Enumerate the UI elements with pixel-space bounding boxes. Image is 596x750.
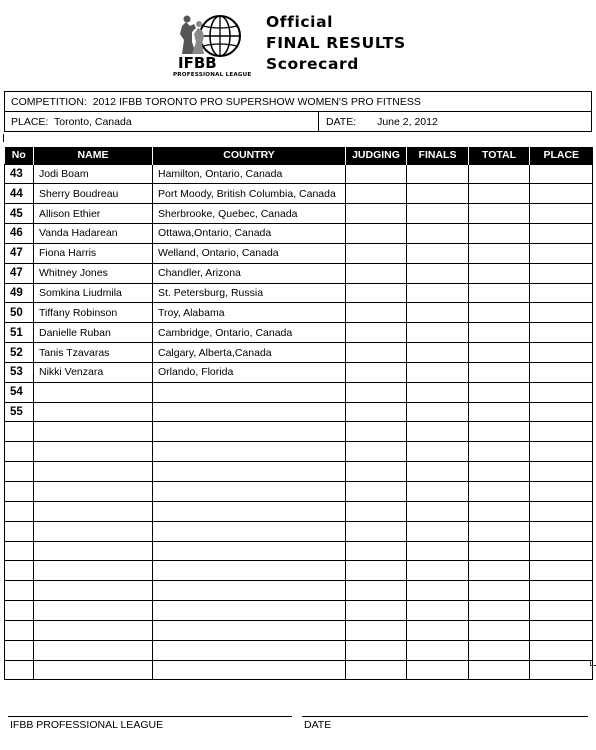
finals-score-cell[interactable] — [407, 640, 469, 660]
title-line-1: Official — [266, 13, 334, 31]
table-row — [5, 224, 593, 244]
competitor-country-cell — [153, 402, 346, 422]
competitor-name-cell: Danielle Ruban — [34, 323, 153, 343]
table-row — [5, 422, 593, 442]
place-cell[interactable] — [530, 323, 593, 343]
finals-score-cell[interactable] — [407, 581, 469, 601]
table-row — [5, 640, 593, 660]
competitor-country-cell: Hamilton, Ontario, Canada — [153, 164, 346, 184]
competitor-name-cell: Somkina Liudmila — [34, 283, 153, 303]
table-row — [5, 620, 593, 640]
competitor-number-cell: 45 — [5, 204, 34, 224]
column-header-name: NAME — [34, 147, 153, 164]
judging-score-cell[interactable] — [346, 343, 407, 363]
competitor-name-cell — [34, 561, 153, 581]
competitor-name-cell — [34, 442, 153, 462]
competitor-name-cell — [34, 482, 153, 502]
finals-score-cell[interactable] — [407, 402, 469, 422]
total-score-cell[interactable] — [469, 462, 530, 482]
place-cell[interactable] — [530, 243, 593, 263]
judging-score-cell[interactable] — [346, 482, 407, 502]
judging-score-cell[interactable] — [346, 541, 407, 561]
judging-score-cell[interactable] — [346, 422, 407, 442]
table-row — [5, 362, 593, 382]
table-row — [5, 303, 593, 323]
total-score-cell[interactable] — [469, 561, 530, 581]
total-score-cell[interactable] — [469, 283, 530, 303]
competitor-name-cell — [34, 581, 153, 601]
competition-info-box — [4, 91, 592, 132]
ifbb-logo — [170, 14, 258, 80]
league-signature-line — [8, 716, 292, 717]
competitor-country-cell: Troy, Alabama — [153, 303, 346, 323]
finals-score-cell[interactable] — [407, 442, 469, 462]
place-cell[interactable] — [530, 362, 593, 382]
finals-score-cell[interactable] — [407, 601, 469, 621]
judging-score-cell[interactable] — [346, 184, 407, 204]
competitor-number-cell: 47 — [5, 243, 34, 263]
judging-score-cell[interactable] — [346, 263, 407, 283]
place-cell[interactable] — [530, 640, 593, 660]
table-row — [5, 382, 593, 402]
total-score-cell[interactable] — [469, 323, 530, 343]
place-cell — [5, 112, 319, 131]
competitor-country-cell: Cambridge, Ontario, Canada — [153, 323, 346, 343]
total-score-cell[interactable] — [469, 343, 530, 363]
competitor-name-cell — [34, 501, 153, 521]
finals-score-cell[interactable] — [407, 422, 469, 442]
competitor-country-cell — [153, 541, 346, 561]
place-cell[interactable] — [530, 164, 593, 184]
page-title — [266, 12, 406, 75]
scorecard-header — [168, 10, 438, 80]
judging-score-cell[interactable] — [346, 382, 407, 402]
finals-score-cell[interactable] — [407, 204, 469, 224]
place-date-row — [5, 112, 591, 131]
finals-score-cell[interactable] — [407, 660, 469, 680]
competitor-country-cell: Chandler, Arizona — [153, 263, 346, 283]
judging-score-cell[interactable] — [346, 521, 407, 541]
competitor-name-cell — [34, 620, 153, 640]
table-row — [5, 442, 593, 462]
column-header-total: TOTAL — [469, 147, 530, 164]
total-score-cell[interactable] — [469, 382, 530, 402]
place-cell[interactable] — [530, 482, 593, 502]
competitor-number-cell: 50 — [5, 303, 34, 323]
table-row — [5, 581, 593, 601]
competitor-number-cell: 51 — [5, 323, 34, 343]
judging-score-cell[interactable] — [346, 462, 407, 482]
competitor-number-cell — [5, 581, 34, 601]
competitor-number-cell — [5, 501, 34, 521]
finals-score-cell[interactable] — [407, 541, 469, 561]
finals-score-cell[interactable] — [407, 620, 469, 640]
competitor-name-cell: Whitney Jones — [34, 263, 153, 283]
date-cell — [319, 112, 591, 131]
judging-score-cell[interactable] — [346, 620, 407, 640]
judging-score-cell[interactable] — [346, 204, 407, 224]
total-score-cell[interactable] — [469, 501, 530, 521]
total-score-cell[interactable] — [469, 521, 530, 541]
judging-score-cell[interactable] — [346, 601, 407, 621]
competitor-country-cell: Port Moody, British Columbia, Canada — [153, 184, 346, 204]
total-score-cell[interactable] — [469, 601, 530, 621]
column-header-judging: JUDGING — [346, 147, 407, 164]
competitor-country-cell: St. Petersburg, Russia — [153, 283, 346, 303]
table-row — [5, 184, 593, 204]
competitor-name-cell: Tanis Tzavaras — [34, 343, 153, 363]
competitor-country-cell — [153, 660, 346, 680]
competition-label: COMPETITION: — [11, 96, 87, 108]
competitor-number-cell — [5, 482, 34, 502]
judging-score-cell[interactable] — [346, 501, 407, 521]
table-row — [5, 402, 593, 422]
date-signature-label: DATE — [304, 719, 332, 731]
place-label: PLACE: — [11, 116, 49, 128]
competitor-country-cell — [153, 561, 346, 581]
place-cell[interactable] — [530, 303, 593, 323]
place-cell[interactable] — [530, 561, 593, 581]
place-cell[interactable] — [530, 521, 593, 541]
place-cell[interactable] — [530, 581, 593, 601]
finals-score-cell[interactable] — [407, 283, 469, 303]
finals-score-cell[interactable] — [407, 501, 469, 521]
place-value: Toronto, Canada — [54, 116, 132, 128]
competitor-number-cell: 52 — [5, 343, 34, 363]
place-cell[interactable] — [530, 224, 593, 244]
table-row — [5, 561, 593, 581]
competitor-number-cell — [5, 660, 34, 680]
finals-score-cell[interactable] — [407, 164, 469, 184]
competitor-number-cell: 43 — [5, 164, 34, 184]
competitor-name-cell — [34, 640, 153, 660]
judging-score-cell[interactable] — [346, 362, 407, 382]
table-row — [5, 541, 593, 561]
total-score-cell[interactable] — [469, 263, 530, 283]
competitor-country-cell — [153, 482, 346, 502]
competitor-number-cell — [5, 541, 34, 561]
place-cell[interactable] — [530, 501, 593, 521]
judging-score-cell[interactable] — [346, 303, 407, 323]
logo-wordmark: IFBB — [178, 54, 217, 72]
competitor-country-cell — [153, 422, 346, 442]
place-cell[interactable] — [530, 422, 593, 442]
table-row — [5, 660, 593, 680]
competitor-country-cell: Orlando, Florida — [153, 362, 346, 382]
table-row — [5, 243, 593, 263]
results-table — [4, 147, 593, 680]
total-score-cell[interactable] — [469, 224, 530, 244]
place-cell[interactable] — [530, 204, 593, 224]
competitor-number-cell — [5, 620, 34, 640]
finals-score-cell[interactable] — [407, 303, 469, 323]
place-cell[interactable] — [530, 283, 593, 303]
league-signature-label: IFBB PROFESSIONAL LEAGUE — [10, 719, 164, 731]
competitor-name-cell — [34, 660, 153, 680]
judging-score-cell[interactable] — [346, 164, 407, 184]
competitor-number-cell: 55 — [5, 402, 34, 422]
finals-score-cell[interactable] — [407, 263, 469, 283]
date-value: June 2, 2012 — [377, 116, 438, 128]
column-header-no: No — [5, 147, 34, 164]
place-cell[interactable] — [530, 263, 593, 283]
competition-row — [5, 92, 591, 112]
total-score-cell[interactable] — [469, 164, 530, 184]
competitor-number-cell: 49 — [5, 283, 34, 303]
total-score-cell[interactable] — [469, 243, 530, 263]
table-row — [5, 343, 593, 363]
competitor-name-cell: Jodi Boam — [34, 164, 153, 184]
competitor-name-cell: Tiffany Robinson — [34, 303, 153, 323]
competitor-country-cell — [153, 581, 346, 601]
competitor-country-cell — [153, 601, 346, 621]
finals-score-cell[interactable] — [407, 323, 469, 343]
judging-score-cell[interactable] — [346, 323, 407, 343]
table-row — [5, 283, 593, 303]
total-score-cell[interactable] — [469, 402, 530, 422]
total-score-cell[interactable] — [469, 422, 530, 442]
table-row — [5, 601, 593, 621]
judging-score-cell[interactable] — [346, 283, 407, 303]
competitor-number-cell — [5, 462, 34, 482]
table-row — [5, 462, 593, 482]
competitor-name-cell: Sherry Boudreau — [34, 184, 153, 204]
total-score-cell[interactable] — [469, 442, 530, 462]
competitor-country-cell: Sherbrooke, Quebec, Canada — [153, 204, 346, 224]
column-header-country: COUNTRY — [153, 147, 346, 164]
place-cell[interactable] — [530, 382, 593, 402]
competitor-number-cell — [5, 422, 34, 442]
margin-mark — [3, 134, 4, 142]
total-score-cell[interactable] — [469, 660, 530, 680]
competitor-country-cell — [153, 521, 346, 541]
judging-score-cell[interactable] — [346, 561, 407, 581]
place-cell[interactable] — [530, 462, 593, 482]
competitor-number-cell: 53 — [5, 362, 34, 382]
competitor-name-cell — [34, 402, 153, 422]
competitor-name-cell — [34, 541, 153, 561]
competitor-number-cell — [5, 521, 34, 541]
competitor-country-cell: Welland, Ontario, Canada — [153, 243, 346, 263]
competitor-number-cell: 47 — [5, 263, 34, 283]
competitor-number-cell — [5, 442, 34, 462]
competitor-number-cell: 44 — [5, 184, 34, 204]
competitor-name-cell: Fiona Harris — [34, 243, 153, 263]
title-line-3: Scorecard — [266, 55, 359, 73]
finals-score-cell[interactable] — [407, 382, 469, 402]
table-row — [5, 204, 593, 224]
table-row — [5, 482, 593, 502]
total-score-cell[interactable] — [469, 362, 530, 382]
place-cell[interactable] — [530, 184, 593, 204]
place-cell[interactable] — [530, 601, 593, 621]
place-cell[interactable] — [530, 620, 593, 640]
judging-score-cell[interactable] — [346, 640, 407, 660]
date-label: DATE: — [326, 116, 357, 128]
table-row — [5, 323, 593, 343]
logo-subtext: PROFESSIONAL LEAGUE — [173, 72, 252, 78]
competitor-number-cell — [5, 640, 34, 660]
competitor-name-cell: Nikki Venzara — [34, 362, 153, 382]
competitor-country-cell — [153, 462, 346, 482]
competitor-number-cell: 46 — [5, 224, 34, 244]
total-score-cell[interactable] — [469, 204, 530, 224]
finals-score-cell[interactable] — [407, 362, 469, 382]
title-line-2: FINAL RESULTS — [266, 34, 406, 52]
judging-score-cell[interactable] — [346, 660, 407, 680]
competitor-country-cell — [153, 620, 346, 640]
column-header-finals: FINALS — [407, 147, 469, 164]
judging-score-cell[interactable] — [346, 224, 407, 244]
total-score-cell[interactable] — [469, 482, 530, 502]
competitor-country-cell — [153, 640, 346, 660]
judging-score-cell[interactable] — [346, 243, 407, 263]
competitor-country-cell — [153, 442, 346, 462]
competitor-name-cell: Allison Ethier — [34, 204, 153, 224]
place-cell[interactable] — [530, 541, 593, 561]
finals-score-cell[interactable] — [407, 561, 469, 581]
competitor-country-cell: Calgary, Alberta,Canada — [153, 343, 346, 363]
competition-value: 2012 IFBB TORONTO PRO SUPERSHOW WOMEN'S PRO FITNESS — [92, 96, 421, 108]
table-row — [5, 501, 593, 521]
competitor-name-cell — [34, 422, 153, 442]
finals-score-cell[interactable] — [407, 343, 469, 363]
total-score-cell[interactable] — [469, 303, 530, 323]
table-row — [5, 521, 593, 541]
competitor-number-cell — [5, 601, 34, 621]
total-score-cell[interactable] — [469, 581, 530, 601]
total-score-cell[interactable] — [469, 184, 530, 204]
table-row — [5, 263, 593, 283]
finals-score-cell[interactable] — [407, 521, 469, 541]
place-cell[interactable] — [530, 343, 593, 363]
competitor-name-cell: Vanda Hadarean — [34, 224, 153, 244]
finals-score-cell[interactable] — [407, 184, 469, 204]
total-score-cell[interactable] — [469, 640, 530, 660]
judging-score-cell[interactable] — [346, 402, 407, 422]
competitor-name-cell — [34, 521, 153, 541]
total-score-cell[interactable] — [469, 620, 530, 640]
table-row — [5, 164, 593, 184]
competitor-country-cell — [153, 382, 346, 402]
competitor-country-cell: Ottawa,Ontario, Canada — [153, 224, 346, 244]
competitor-country-cell — [153, 501, 346, 521]
competitor-name-cell — [34, 462, 153, 482]
corner-mark — [590, 660, 596, 666]
total-score-cell[interactable] — [469, 541, 530, 561]
column-header-place: PLACE — [530, 147, 593, 164]
place-cell[interactable] — [530, 660, 593, 680]
date-signature-line — [302, 716, 588, 717]
competitor-number-cell — [5, 561, 34, 581]
finals-score-cell[interactable] — [407, 462, 469, 482]
competitor-number-cell: 54 — [5, 382, 34, 402]
finals-score-cell[interactable] — [407, 482, 469, 502]
competitor-name-cell — [34, 382, 153, 402]
judging-score-cell[interactable] — [346, 442, 407, 462]
place-cell[interactable] — [530, 442, 593, 462]
place-cell[interactable] — [530, 402, 593, 422]
table-header-row — [5, 147, 593, 164]
finals-score-cell[interactable] — [407, 243, 469, 263]
judging-score-cell[interactable] — [346, 581, 407, 601]
competitor-name-cell — [34, 601, 153, 621]
finals-score-cell[interactable] — [407, 224, 469, 244]
